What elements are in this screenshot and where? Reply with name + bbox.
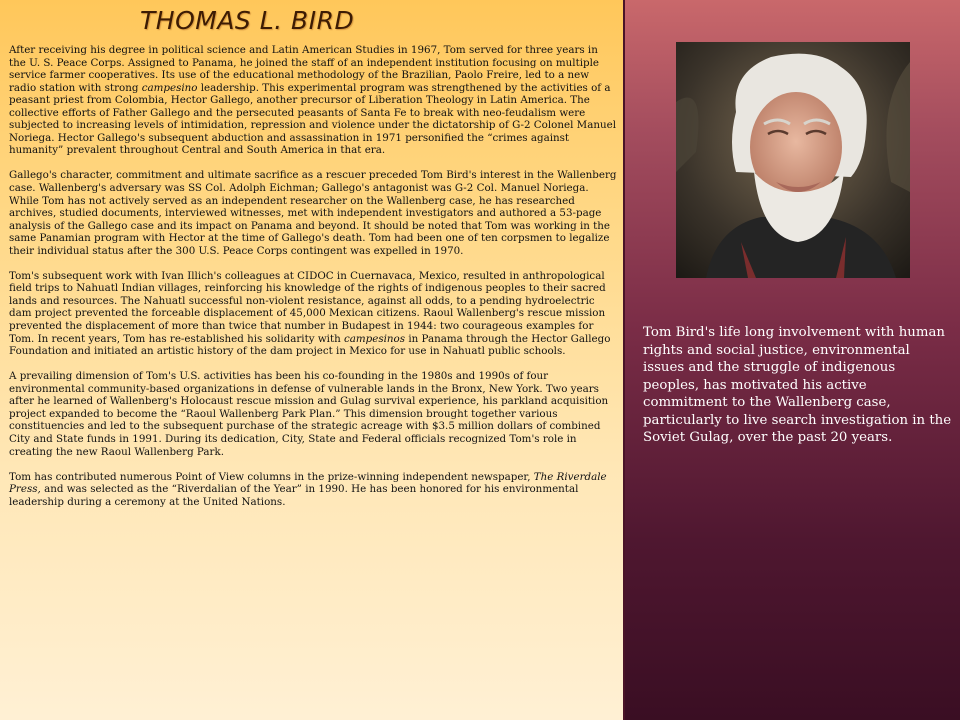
bio-paragraph-peace-corps: After receiving his degree in political science and Latin American Studies in 1967, Tom served for three years in the U. S. Peace Corps. Assigned to Panama, he joined the staff of an independent institution focusing on multiple service farmer cooperatives. Its use of the educational methodology of the Brazilian, Paolo Freire, led to a new radio station with strong campesino leadership. This experimental program was strengthened by the activities of a peasant priest from Colombia, Hector Gallego, another precursor of Liberation Theology in Latin America. The collective efforts of Father Gallego and the persecuted peasants of Santa Fe to break with neo-feudalism were subjected to increasing levels of intimidation, repression and violence under the dictatorship of G-2 Colonel Manuel Noriega. Hector Gallego's subsequent abduction and assassination in 1971 personified the “crimes against humanity” prevalent throughout Central and South America in that era. [9,44,616,157]
portrait-photo [676,42,910,278]
page-title: THOMAS L. BIRD [140,6,355,35]
bio-paragraph-gallego: Gallego's character, commitment and ultimate sacrifice as a rescuer preceded Tom Bird's interest in the Wallenberg case. Wallenberg's adversary was SS Col. Adolph Eichman; Gallego's antagonist was G-2 Col. Manuel Noriega. While Tom has not actively served as an independent researcher on the Wallenberg case, he has researched archives, studied documents, interviewed witnesses, met with independent investigators and authored a 53-page analysis of the Gallego case and its impact on Panama and beyond. It should be noted that Tom was working in the same Panamian program with Hector at the time of Gallego's death. Tom had been one of ten corpsmen to legalize their individual status after the 300 U.S. Peace Corps contingent was expelled in 1970. [9,169,617,257]
portrait-illustration [676,42,910,278]
biography-text [9,44,617,521]
bio-paragraph-press: Tom has contributed numerous Point of View columns in the prize-winning independent newspaper, The Riverdale Press, and was selected as the “Riverdalian of the Year” in 1990. He has been honored for his environmental leadership during a ceremony at the United Nations. [9,470,607,508]
bio-paragraph-bronx: A prevailing dimension of Tom's U.S. activities has been his co-founding in the 1980s and 1990s of four environmental community-based organizations in defense of vulnerable lands in the Bronx, New York. Two years after he learned of Wallenberg's Holocaust rescue mission and Gulag survival experience, his parkland acquisition project expanded to become the “Raoul Wallenberg Park Plan.” This dimension brought together various constituencies and led to the subsequent purchase of the strategic acreage with $3.5 million dollars of combined City and State funds in 1991. During its dedication, City, State and Federal officials recognized Tom's role in creating the new Raoul Wallenberg Park. [9,370,609,458]
bio-paragraph-mexico: Tom's subsequent work with Ivan Illich's colleagues at CIDOC in Cuernavaca, Mexico, resulted in anthropological field trips to Nahuatl Indian villages, reinforcing his knowledge of the rights of indigenous peoples to their sacred lands and resources. The Nahuatl successful non-violent resistance, against all odds, to a pending hydroelectric dam project prevented the forceable displacement of 45,000 Mexican citizens. Raoul Wallenberg's rescue mission prevented the displacement of more than twice that number in Budapest in 1944: two courageous examples for Tom. In recent years, Tom has re-established his solidarity with campesinos in Panama through the Hector Gallego Foundation and initiated an artistic history of the dam project in Mexico for use in Nahuatl public schools. [9,269,611,358]
caption-text: Tom Bird's life long involvement with human rights and social justice, environmental issues and the struggle of indigenous peoples, has motivated his active commitment to the Wallenberg case, particularly to live search investigation in the Soviet Gulag, over the past 20 years. [643,325,952,445]
